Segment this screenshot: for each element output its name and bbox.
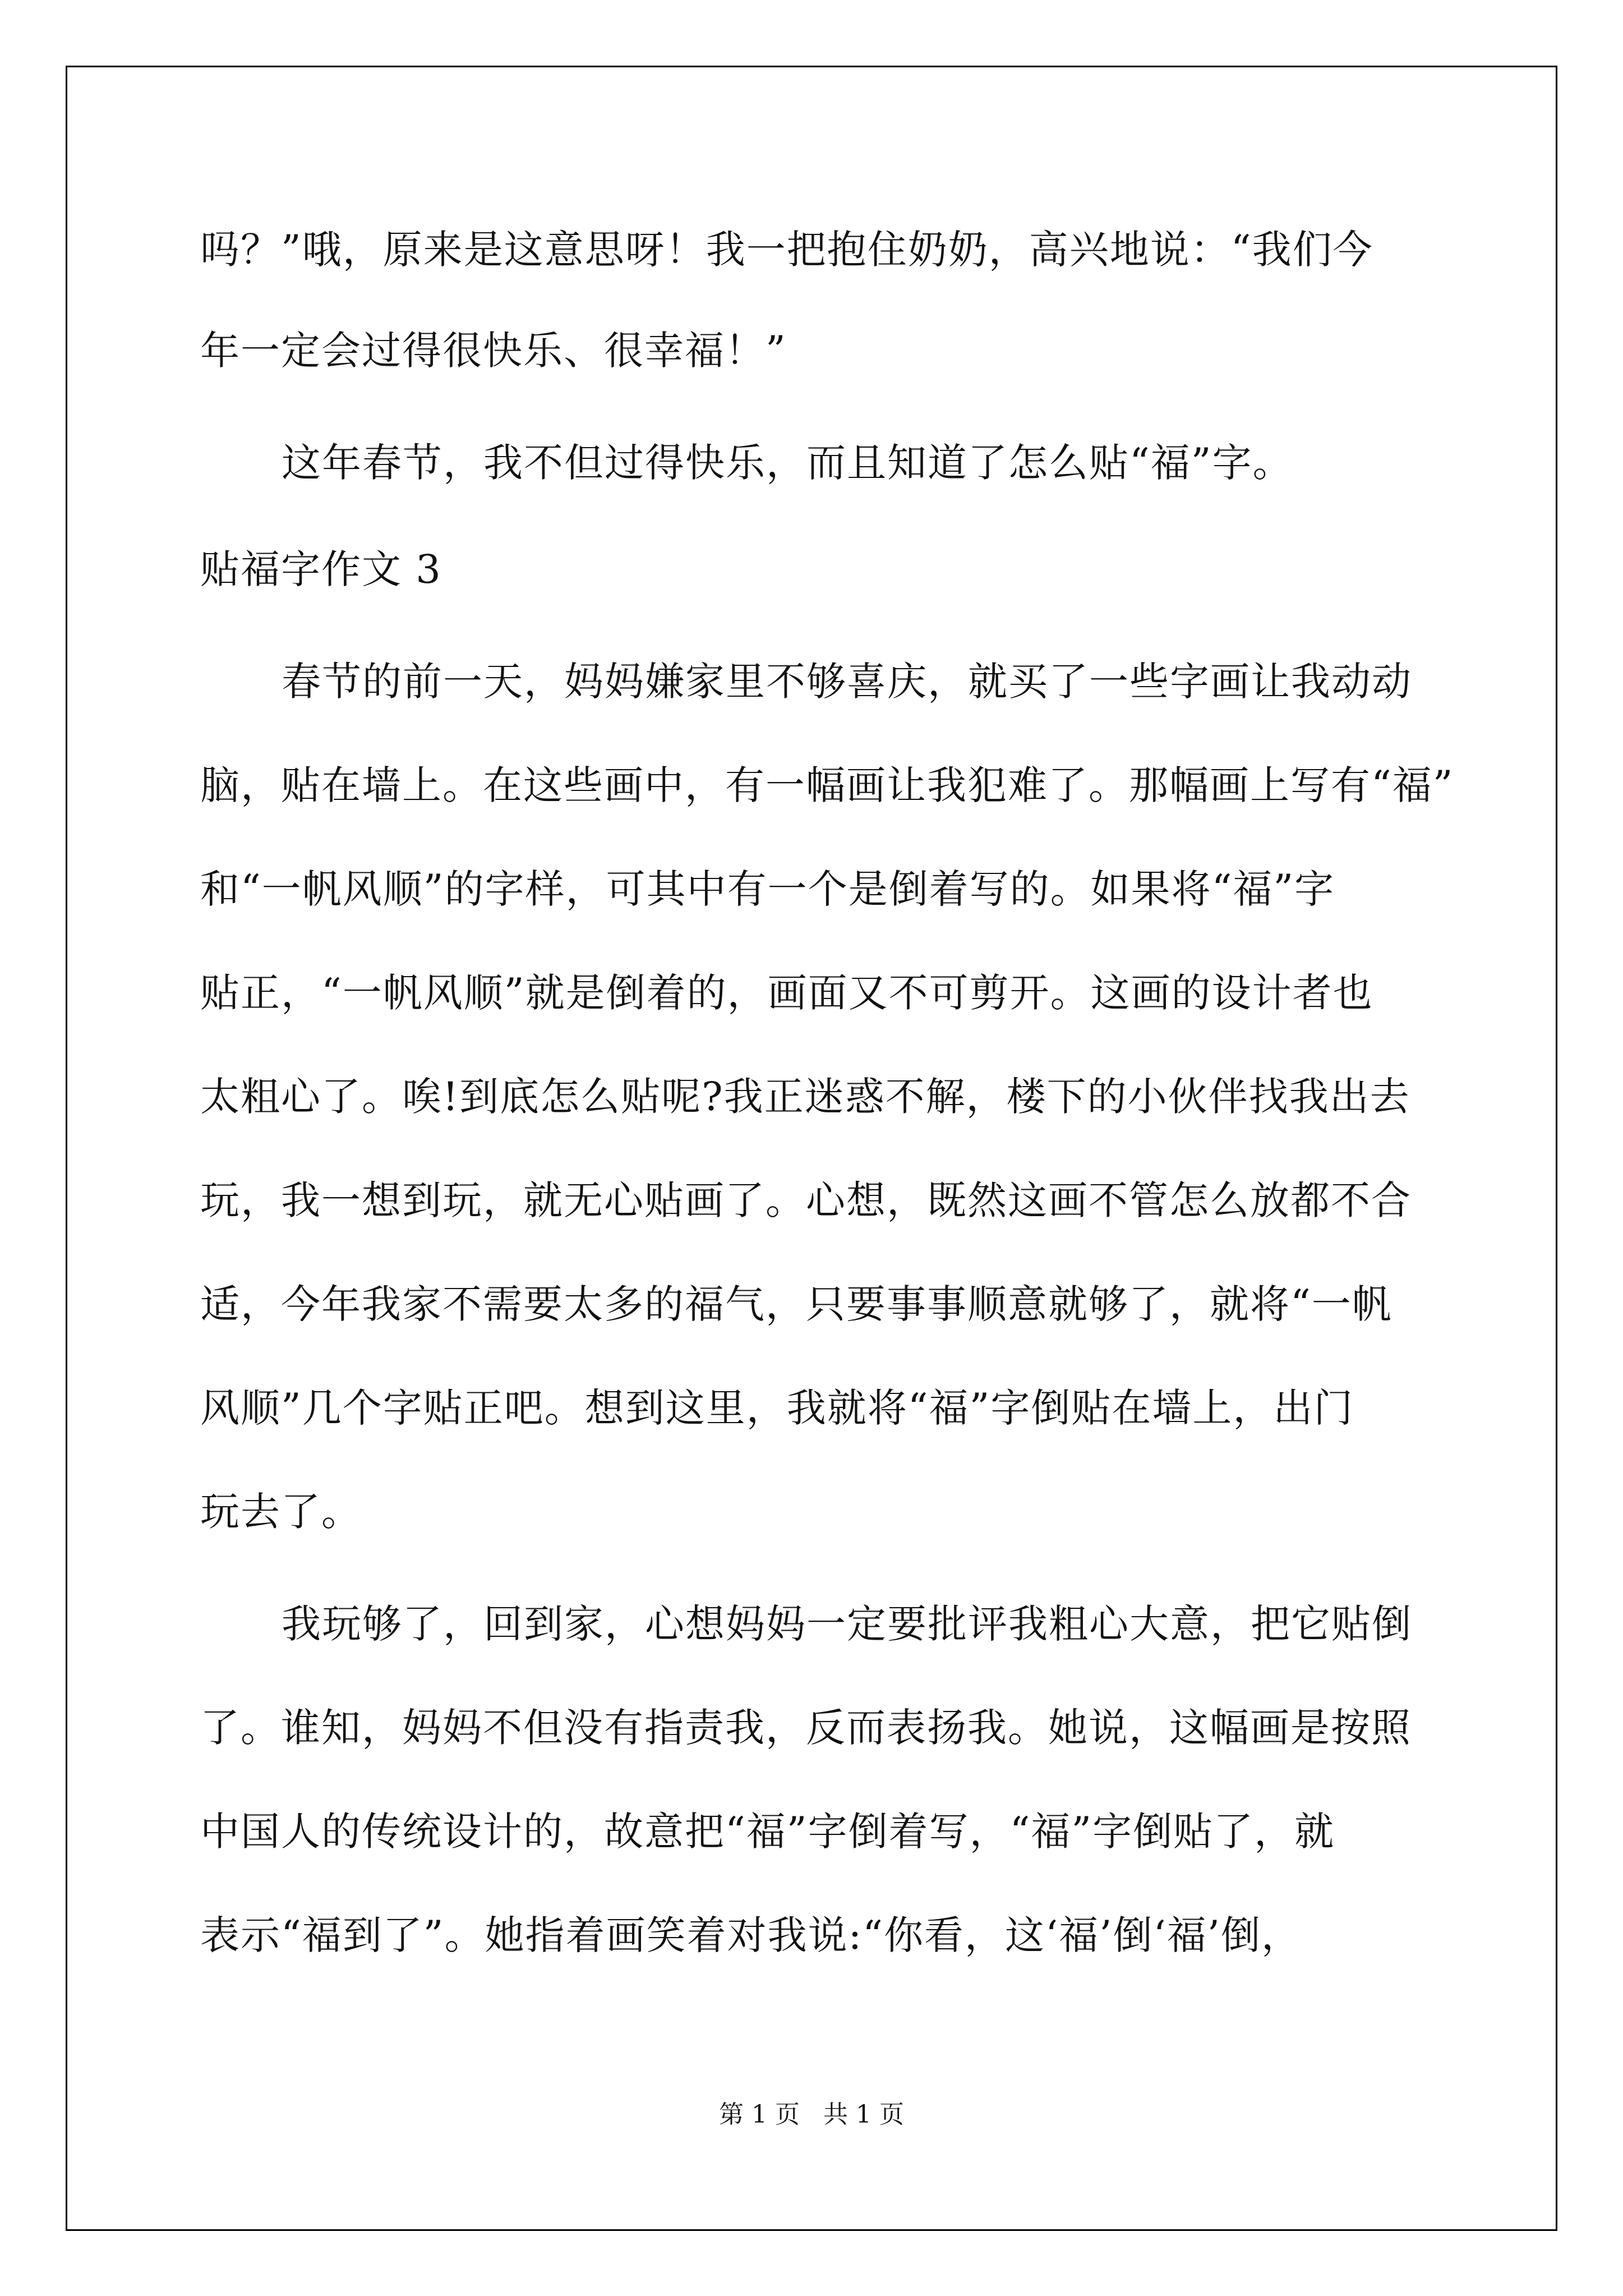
text-line: 玩去了。 xyxy=(200,1489,362,1535)
text-line: 这年春节，我不但过得快乐，而且知道了怎么贴“福”字。 xyxy=(282,440,1293,486)
text-line: 玩，我一想到玩，就无心贴画了。心想，既然这画不管怎么放都不合 xyxy=(200,1177,1412,1223)
text-line: 脑，贴在墙上。在这些画中，有一幅画让我犯难了。那幅画上写有“福” xyxy=(200,762,1454,808)
page-number: 第 1 页 共 1 页 xyxy=(719,2100,904,2129)
section-heading: 贴福字作文 3 xyxy=(200,546,442,592)
text-line: 太粗心了。唉!到底怎么贴呢?我正迷惑不解，楼下的小伙伴找我出去 xyxy=(200,1074,1410,1120)
text-line: 我玩够了，回到家，心想妈妈一定要批评我粗心大意，把它贴倒 xyxy=(282,1601,1412,1647)
text-line: 表示“福到了”。她指着画笑着对我说:“你看，这‘福’倒‘福’倒， xyxy=(200,1912,1302,1958)
text-line: 春节的前一天，妈妈嫌家里不够喜庆，就买了一些字画让我动动 xyxy=(282,659,1412,705)
text-line: 贴正，“一帆风顺”就是倒着的，画面又不可剪开。这画的设计者也 xyxy=(200,970,1373,1016)
text-line: 吗？”哦，原来是这意思呀！我一把抱住奶奶，高兴地说：“我们今 xyxy=(200,227,1373,273)
text-line: 适，今年我家不需要太多的福气，只要事事顺意就够了，就将“一帆 xyxy=(200,1281,1393,1327)
text-line: 风顺”几个字贴正吧。想到这里，我就将“福”字倒贴在墙上，出门 xyxy=(200,1385,1354,1431)
page-border xyxy=(66,66,1557,2231)
text-line: 年一定会过得很快乐、很幸福！” xyxy=(200,328,787,374)
text-line: 了。谁知，妈妈不但没有指责我，反而表扬我。她说，这幅画是按照 xyxy=(200,1705,1412,1751)
text-line: 和“一帆风顺”的字样，可其中有一个是倒着写的。如果将“福”字 xyxy=(200,866,1335,912)
text-line: 中国人的传统设计的，故意把“福”字倒着写，“福”字倒贴了，就 xyxy=(200,1809,1335,1855)
